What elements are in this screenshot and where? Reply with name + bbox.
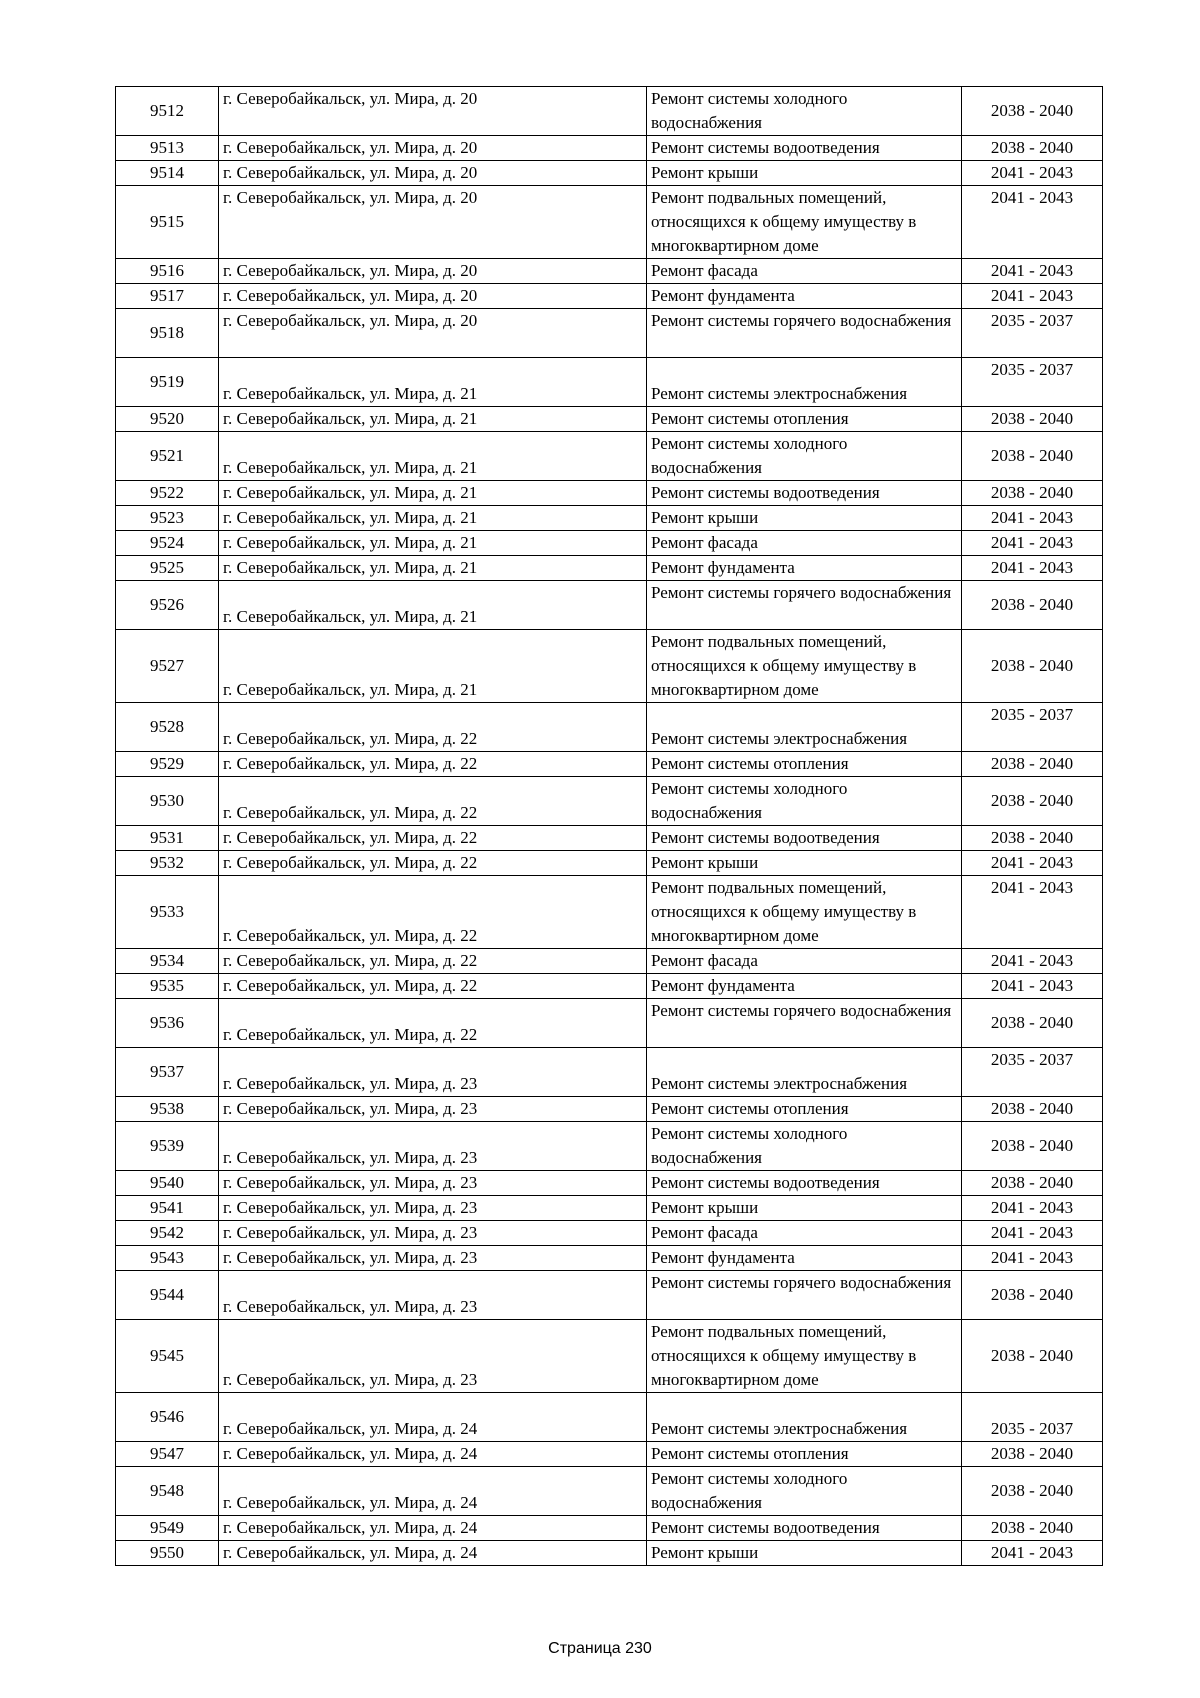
- row-period: 2041 - 2043: [962, 531, 1103, 556]
- row-period: 2041 - 2043: [962, 974, 1103, 999]
- repair-schedule-table: [115, 86, 1103, 1566]
- row-period: 2038 - 2040: [962, 1122, 1103, 1171]
- row-address: г. Северобайкальск, ул. Мира, д. 24: [219, 1442, 647, 1467]
- table-row: [116, 161, 1103, 186]
- row-address: г. Северобайкальск, ул. Мира, д. 21: [219, 581, 647, 630]
- row-number: 9517: [116, 284, 219, 309]
- row-address: г. Северобайкальск, ул. Мира, д. 23: [219, 1246, 647, 1271]
- row-number: 9532: [116, 851, 219, 876]
- row-period: 2041 - 2043: [962, 1221, 1103, 1246]
- row-address: г. Северобайкальск, ул. Мира, д. 24: [219, 1541, 647, 1566]
- row-work-type: Ремонт фасада: [647, 259, 962, 284]
- row-address: г. Северобайкальск, ул. Мира, д. 22: [219, 876, 647, 949]
- table-row: [116, 1097, 1103, 1122]
- row-work-type: Ремонт системы холодного водоснабжения: [647, 777, 962, 826]
- table-row: [116, 87, 1103, 136]
- table-row: [116, 949, 1103, 974]
- row-number: 9520: [116, 407, 219, 432]
- table-row: [116, 630, 1103, 703]
- table-row: [116, 752, 1103, 777]
- row-number: 9541: [116, 1196, 219, 1221]
- row-number: 9519: [116, 358, 219, 407]
- row-work-type: Ремонт подвальных помещений, относящихся к общему имуществу в многоквартирном доме: [647, 876, 962, 949]
- row-address: г. Северобайкальск, ул. Мира, д. 22: [219, 752, 647, 777]
- row-address: г. Северобайкальск, ул. Мира, д. 24: [219, 1467, 647, 1516]
- row-number: 9538: [116, 1097, 219, 1122]
- row-number: 9528: [116, 703, 219, 752]
- row-address: г. Северобайкальск, ул. Мира, д. 22: [219, 777, 647, 826]
- row-address: г. Северобайкальск, ул. Мира, д. 21: [219, 481, 647, 506]
- table-row: [116, 974, 1103, 999]
- row-address: г. Северобайкальск, ул. Мира, д. 20: [219, 87, 647, 136]
- row-address: г. Северобайкальск, ул. Мира, д. 20: [219, 161, 647, 186]
- row-number: 9523: [116, 506, 219, 531]
- table-row: [116, 358, 1103, 407]
- table-row: [116, 136, 1103, 161]
- row-period: 2038 - 2040: [962, 1442, 1103, 1467]
- row-work-type: Ремонт фасада: [647, 949, 962, 974]
- row-work-type: Ремонт системы холодного водоснабжения: [647, 1467, 962, 1516]
- table-row: [116, 407, 1103, 432]
- row-work-type: Ремонт фундамента: [647, 284, 962, 309]
- row-period: 2041 - 2043: [962, 506, 1103, 531]
- row-number: 9536: [116, 999, 219, 1048]
- row-work-type: Ремонт системы горячего водоснабжения: [647, 309, 962, 358]
- row-number: 9547: [116, 1442, 219, 1467]
- row-work-type: Ремонт системы горячего водоснабжения: [647, 1271, 962, 1320]
- row-number: 9515: [116, 186, 219, 259]
- row-work-type: Ремонт фундамента: [647, 556, 962, 581]
- row-number: 9522: [116, 481, 219, 506]
- row-number: 9550: [116, 1541, 219, 1566]
- row-period: 2041 - 2043: [962, 949, 1103, 974]
- row-address: г. Северобайкальск, ул. Мира, д. 21: [219, 506, 647, 531]
- row-number: 9542: [116, 1221, 219, 1246]
- row-work-type: Ремонт фасада: [647, 531, 962, 556]
- row-number: 9549: [116, 1516, 219, 1541]
- row-period: 2041 - 2043: [962, 1246, 1103, 1271]
- row-number: 9531: [116, 826, 219, 851]
- row-number: 9521: [116, 432, 219, 481]
- row-address: г. Северобайкальск, ул. Мира, д. 21: [219, 407, 647, 432]
- row-work-type: Ремонт крыши: [647, 851, 962, 876]
- row-work-type: Ремонт крыши: [647, 161, 962, 186]
- row-number: 9546: [116, 1393, 219, 1442]
- row-period: 2035 - 2037: [962, 358, 1103, 407]
- table-row: [116, 432, 1103, 481]
- row-address: г. Северобайкальск, ул. Мира, д. 23: [219, 1171, 647, 1196]
- row-number: 9513: [116, 136, 219, 161]
- row-address: г. Северобайкальск, ул. Мира, д. 21: [219, 358, 647, 407]
- row-number: 9543: [116, 1246, 219, 1271]
- row-address: г. Северобайкальск, ул. Мира, д. 22: [219, 703, 647, 752]
- row-work-type: Ремонт фасада: [647, 1221, 962, 1246]
- row-period: 2038 - 2040: [962, 581, 1103, 630]
- row-period: 2041 - 2043: [962, 876, 1103, 949]
- row-work-type: Ремонт системы водоотведения: [647, 1516, 962, 1541]
- table-row: [116, 777, 1103, 826]
- page-number: Страница 230: [548, 1640, 652, 1657]
- row-work-type: Ремонт системы водоотведения: [647, 481, 962, 506]
- row-period: 2041 - 2043: [962, 1196, 1103, 1221]
- row-number: 9537: [116, 1048, 219, 1097]
- row-address: г. Северобайкальск, ул. Мира, д. 20: [219, 284, 647, 309]
- row-number: 9524: [116, 531, 219, 556]
- row-number: 9512: [116, 87, 219, 136]
- table-row: [116, 1442, 1103, 1467]
- row-address: г. Северобайкальск, ул. Мира, д. 20: [219, 136, 647, 161]
- row-period: 2038 - 2040: [962, 481, 1103, 506]
- row-address: г. Северобайкальск, ул. Мира, д. 24: [219, 1516, 647, 1541]
- row-period: 2041 - 2043: [962, 186, 1103, 259]
- table-row: [116, 999, 1103, 1048]
- row-number: 9545: [116, 1320, 219, 1393]
- row-address: г. Северобайкальск, ул. Мира, д. 23: [219, 1097, 647, 1122]
- row-work-type: Ремонт системы отопления: [647, 1097, 962, 1122]
- row-period: 2038 - 2040: [962, 1097, 1103, 1122]
- row-number: 9530: [116, 777, 219, 826]
- table-row: [116, 703, 1103, 752]
- row-period: 2038 - 2040: [962, 432, 1103, 481]
- row-period: 2038 - 2040: [962, 999, 1103, 1048]
- row-number: 9548: [116, 1467, 219, 1516]
- row-work-type: Ремонт системы холодного водоснабжения: [647, 1122, 962, 1171]
- table-row: [116, 851, 1103, 876]
- row-period: 2038 - 2040: [962, 1271, 1103, 1320]
- row-address: г. Северобайкальск, ул. Мира, д. 23: [219, 1048, 647, 1097]
- row-work-type: Ремонт крыши: [647, 1541, 962, 1566]
- row-period: 2035 - 2037: [962, 703, 1103, 752]
- row-number: 9518: [116, 309, 219, 358]
- row-work-type: Ремонт системы отопления: [647, 752, 962, 777]
- table-row: [116, 506, 1103, 531]
- table-row: [116, 1048, 1103, 1097]
- table-row: [116, 1122, 1103, 1171]
- row-period: 2035 - 2037: [962, 1048, 1103, 1097]
- table-body: [116, 87, 1103, 1566]
- row-address: г. Северобайкальск, ул. Мира, д. 23: [219, 1221, 647, 1246]
- row-work-type: Ремонт подвальных помещений, относящихся к общему имуществу в многоквартирном доме: [647, 630, 962, 703]
- row-address: г. Северобайкальск, ул. Мира, д. 23: [219, 1196, 647, 1221]
- row-period: 2041 - 2043: [962, 161, 1103, 186]
- row-address: г. Северобайкальск, ул. Мира, д. 21: [219, 630, 647, 703]
- row-address: г. Северобайкальск, ул. Мира, д. 21: [219, 531, 647, 556]
- table-row: [116, 556, 1103, 581]
- row-period: 2041 - 2043: [962, 259, 1103, 284]
- row-number: 9535: [116, 974, 219, 999]
- row-address: г. Северобайкальск, ул. Мира, д. 22: [219, 949, 647, 974]
- row-address: г. Северобайкальск, ул. Мира, д. 22: [219, 974, 647, 999]
- row-period: 2038 - 2040: [962, 136, 1103, 161]
- row-period: 2038 - 2040: [962, 407, 1103, 432]
- table-row: [116, 1393, 1103, 1442]
- row-period: 2038 - 2040: [962, 752, 1103, 777]
- row-work-type: Ремонт системы электроснабжения: [647, 1048, 962, 1097]
- table-row: [116, 259, 1103, 284]
- row-work-type: Ремонт крыши: [647, 1196, 962, 1221]
- row-work-type: Ремонт крыши: [647, 506, 962, 531]
- row-address: г. Северобайкальск, ул. Мира, д. 23: [219, 1122, 647, 1171]
- row-period: 2038 - 2040: [962, 1467, 1103, 1516]
- row-work-type: Ремонт системы отопления: [647, 1442, 962, 1467]
- row-number: 9516: [116, 259, 219, 284]
- table-row: [116, 826, 1103, 851]
- row-period: 2041 - 2043: [962, 556, 1103, 581]
- row-number: 9534: [116, 949, 219, 974]
- row-work-type: Ремонт системы горячего водоснабжения: [647, 581, 962, 630]
- row-address: г. Северобайкальск, ул. Мира, д. 22: [219, 851, 647, 876]
- row-period: 2038 - 2040: [962, 630, 1103, 703]
- row-work-type: Ремонт подвальных помещений, относящихся к общему имуществу в многоквартирном доме: [647, 186, 962, 259]
- row-period: 2035 - 2037: [962, 309, 1103, 358]
- table-row: [116, 1467, 1103, 1516]
- row-address: г. Северобайкальск, ул. Мира, д. 21: [219, 556, 647, 581]
- row-period: 2038 - 2040: [962, 87, 1103, 136]
- row-period: 2038 - 2040: [962, 1516, 1103, 1541]
- row-number: 9527: [116, 630, 219, 703]
- row-number: 9539: [116, 1122, 219, 1171]
- row-number: 9514: [116, 161, 219, 186]
- row-work-type: Ремонт системы водоотведения: [647, 136, 962, 161]
- row-address: г. Северобайкальск, ул. Мира, д. 20: [219, 309, 647, 358]
- row-work-type: Ремонт системы водоотведения: [647, 1171, 962, 1196]
- table-row: [116, 876, 1103, 949]
- row-work-type: Ремонт системы холодного водоснабжения: [647, 432, 962, 481]
- table-row: [116, 186, 1103, 259]
- row-address: г. Северобайкальск, ул. Мира, д. 20: [219, 259, 647, 284]
- row-work-type: Ремонт системы отопления: [647, 407, 962, 432]
- row-work-type: Ремонт фундамента: [647, 974, 962, 999]
- row-address: г. Северобайкальск, ул. Мира, д. 22: [219, 999, 647, 1048]
- table-row: [116, 1246, 1103, 1271]
- row-address: г. Северобайкальск, ул. Мира, д. 22: [219, 826, 647, 851]
- row-number: 9540: [116, 1171, 219, 1196]
- row-number: 9544: [116, 1271, 219, 1320]
- row-number: 9533: [116, 876, 219, 949]
- row-work-type: Ремонт системы электроснабжения: [647, 1393, 962, 1442]
- table-row: [116, 1221, 1103, 1246]
- row-number: 9526: [116, 581, 219, 630]
- row-period: 2041 - 2043: [962, 284, 1103, 309]
- table-row: [116, 1541, 1103, 1566]
- row-work-type: Ремонт фундамента: [647, 1246, 962, 1271]
- table-row: [116, 1516, 1103, 1541]
- row-period: 2035 - 2037: [962, 1393, 1103, 1442]
- table-row: [116, 309, 1103, 358]
- row-work-type: Ремонт системы электроснабжения: [647, 703, 962, 752]
- row-work-type: Ремонт системы холодного водоснабжения: [647, 87, 962, 136]
- table-row: [116, 481, 1103, 506]
- row-work-type: Ремонт системы электроснабжения: [647, 358, 962, 407]
- row-period: 2041 - 2043: [962, 851, 1103, 876]
- table-row: [116, 284, 1103, 309]
- table-row: [116, 1196, 1103, 1221]
- row-work-type: Ремонт системы горячего водоснабжения: [647, 999, 962, 1048]
- row-address: г. Северобайкальск, ул. Мира, д. 23: [219, 1320, 647, 1393]
- row-address: г. Северобайкальск, ул. Мира, д. 21: [219, 432, 647, 481]
- row-period: 2038 - 2040: [962, 777, 1103, 826]
- row-work-type: Ремонт системы водоотведения: [647, 826, 962, 851]
- table-row: [116, 1271, 1103, 1320]
- row-number: 9529: [116, 752, 219, 777]
- row-number: 9525: [116, 556, 219, 581]
- row-address: г. Северобайкальск, ул. Мира, д. 23: [219, 1271, 647, 1320]
- table-row: [116, 1320, 1103, 1393]
- row-period: 2038 - 2040: [962, 1320, 1103, 1393]
- row-period: 2038 - 2040: [962, 1171, 1103, 1196]
- row-address: г. Северобайкальск, ул. Мира, д. 24: [219, 1393, 647, 1442]
- row-work-type: Ремонт подвальных помещений, относящихся к общему имуществу в многоквартирном доме: [647, 1320, 962, 1393]
- row-period: 2038 - 2040: [962, 826, 1103, 851]
- row-address: г. Северобайкальск, ул. Мира, д. 20: [219, 186, 647, 259]
- table-row: [116, 531, 1103, 556]
- table-row: [116, 581, 1103, 630]
- table-row: [116, 1171, 1103, 1196]
- row-period: 2041 - 2043: [962, 1541, 1103, 1566]
